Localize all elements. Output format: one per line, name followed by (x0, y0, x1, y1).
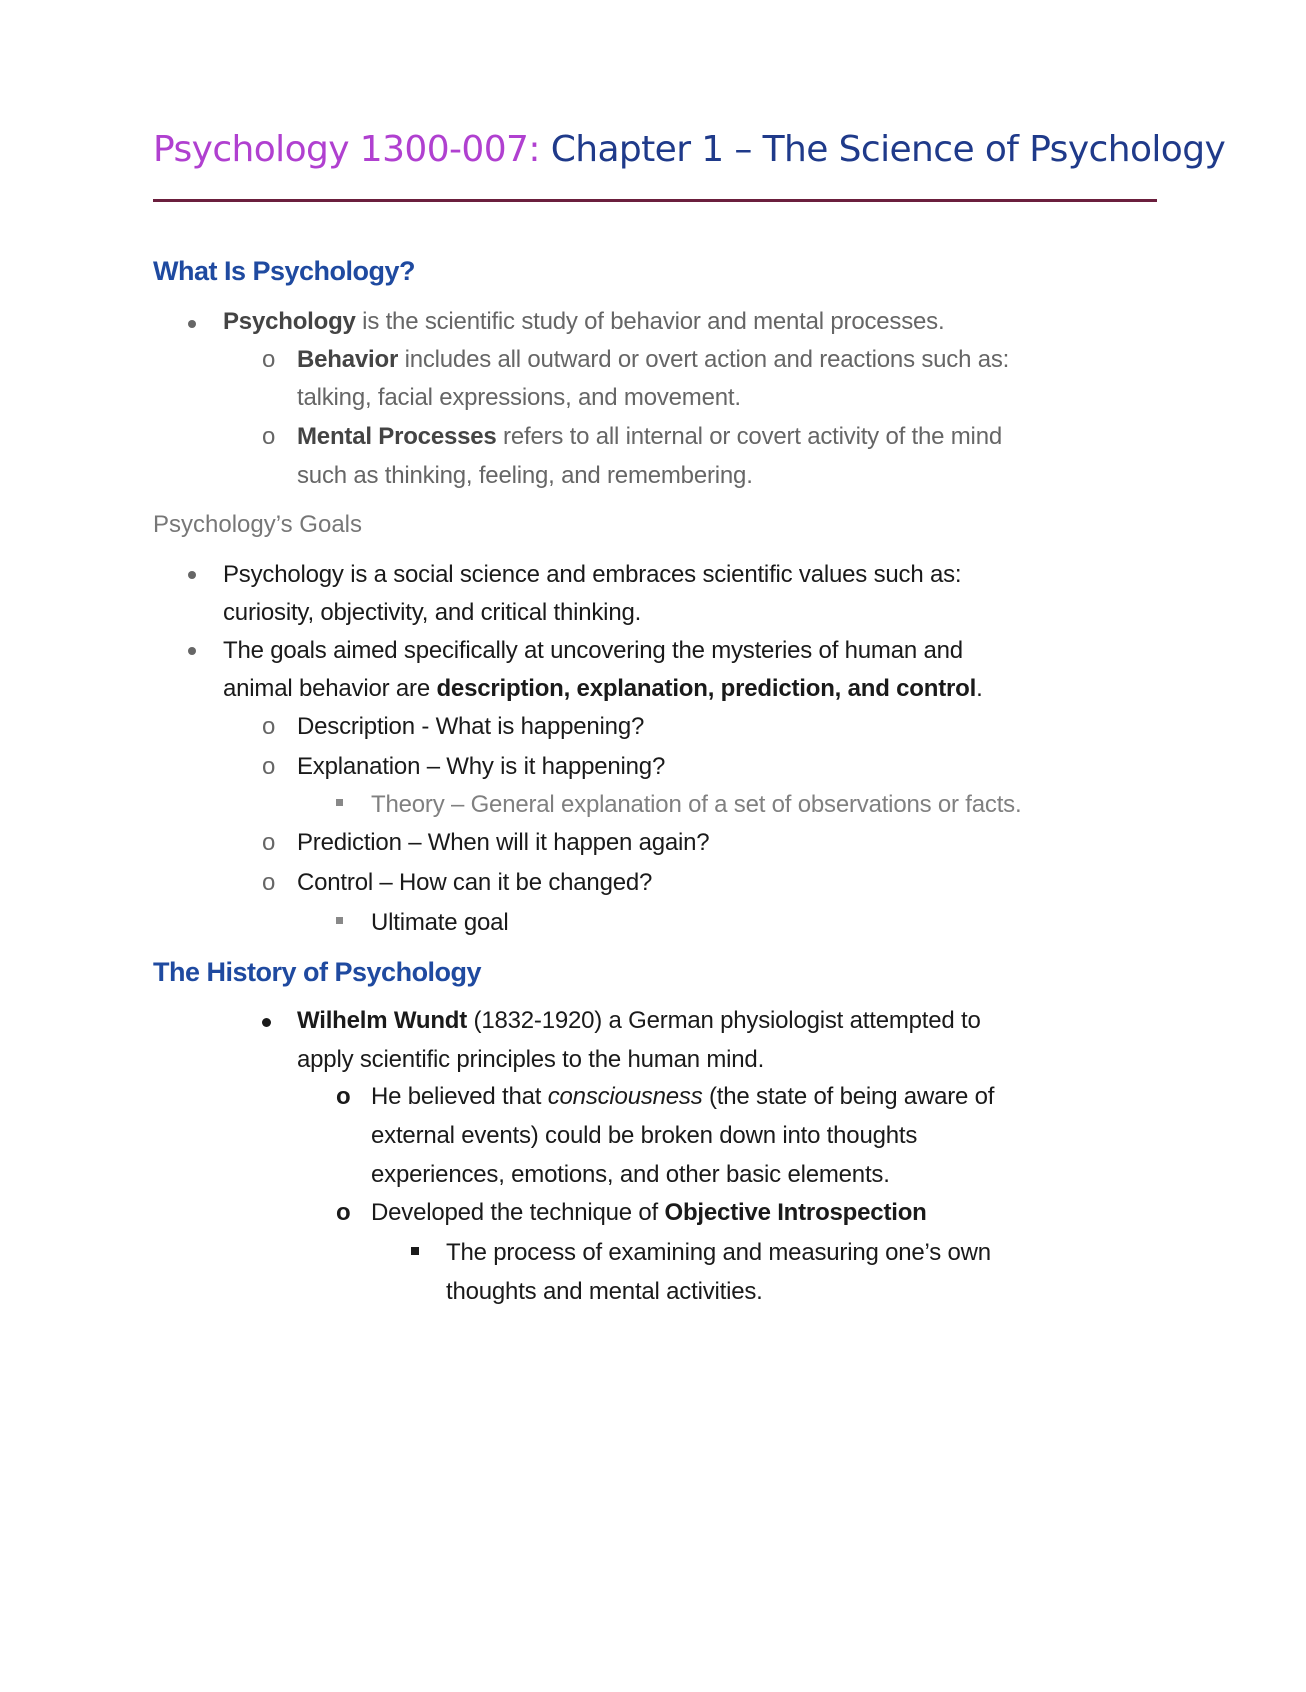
goal-prediction: Prediction – When will it happen again? (297, 829, 710, 856)
goals-text-cont: animal behavior are description, explanation, prediction, and control. (223, 675, 983, 702)
goal-explanation: Explanation – Why is it happening? (297, 753, 666, 780)
goals-text: The goals aimed specifically at uncovering the mysteries of human and (223, 637, 963, 664)
mental-processes-definition: Mental Processes refers to all internal or covert activity of the mind (297, 423, 1002, 450)
circle-bullet-icon: o (336, 1083, 351, 1110)
circle-bullet-icon: o (262, 713, 276, 740)
bullet-icon (188, 647, 196, 655)
psychology-definition: Psychology is the scientific study of behavior and mental processes. (223, 308, 945, 335)
social-science-text: Psychology is a social science and embraces scientific values such as: (223, 561, 962, 588)
circle-bullet-icon: o (336, 1199, 351, 1226)
heading-history-of-psychology: The History of Psychology (153, 957, 482, 987)
consciousness-text-cont2: experiences, emotions, and other basic elements. (371, 1161, 890, 1188)
heading-what-is-psychology: What Is Psychology? (153, 256, 416, 286)
wundt-text: Wilhelm Wundt (1832-1920) a German physiologist attempted to (297, 1007, 981, 1034)
process-text: The process of examining and measuring one’s own (446, 1239, 991, 1266)
circle-bullet-icon: o (262, 753, 276, 780)
consciousness-text-cont1: external events) could be broken down into thoughts (371, 1122, 918, 1149)
mental-processes-definition-cont: such as thinking, feeling, and remembering. (297, 462, 753, 489)
page-title (153, 128, 1225, 172)
square-bullet-icon (411, 1247, 419, 1255)
theory-definition: Theory – General explanation of a set of observations or facts. (371, 791, 1022, 818)
circle-bullet-icon: o (262, 346, 276, 373)
behavior-definition: Behavior includes all outward or overt action and reactions such as: (297, 346, 1010, 373)
square-bullet-icon (336, 917, 343, 924)
circle-bullet-icon: o (262, 829, 276, 856)
goal-description: Description - What is happening? (297, 713, 645, 740)
consciousness-text: He believed that consciousness (the state of being aware of (371, 1083, 995, 1110)
bullet-icon (262, 1018, 271, 1027)
chapter-title: Chapter 1 – The Science of Psychology (550, 129, 1226, 170)
square-bullet-icon (336, 799, 343, 806)
goal-control: Control – How can it be changed? (297, 869, 653, 896)
wundt-text-cont: apply scientific principles to the human mind. (297, 1046, 765, 1073)
social-science-text-cont: curiosity, objectivity, and critical thinking. (223, 599, 642, 626)
bullet-icon (188, 320, 196, 328)
heading-psychology-goals: Psychology’s Goals (153, 511, 362, 538)
circle-bullet-icon: o (262, 423, 276, 450)
bullet-icon (188, 571, 196, 579)
introspection-text: Developed the technique of Objective Introspection (371, 1199, 927, 1226)
title-divider (153, 199, 1157, 202)
circle-bullet-icon: o (262, 869, 276, 896)
ultimate-goal: Ultimate goal (371, 909, 509, 936)
behavior-definition-cont: talking, facial expressions, and movement. (297, 384, 741, 411)
process-text-cont: thoughts and mental activities. (446, 1278, 763, 1305)
course-code: Psychology 1300-007: (153, 129, 540, 170)
